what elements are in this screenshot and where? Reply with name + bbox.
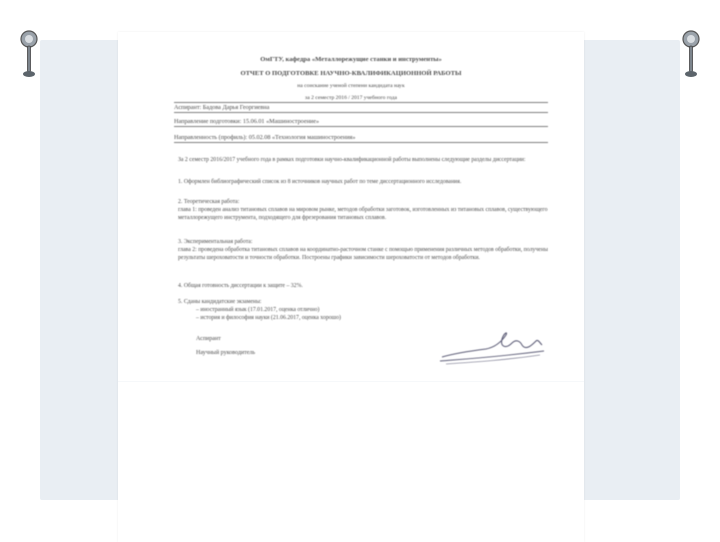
- report-title: ОТЧЕТ О ПОДГОТОВКЕ НАУЧНО-КВАЛИФИКАЦИОННОЙ РАБОТЫ: [240, 70, 462, 77]
- supervisor-signature-label: Научный руководитель: [196, 350, 256, 356]
- item-title: Общая готовность диссертации к защите – 32%.: [183, 283, 303, 289]
- report-period: за 2 семестр 2016 / 2017 учебного года: [305, 95, 397, 101]
- item-title: Оформлен библиографический список из 8 источников научных работ по теме диссертационного исследования.: [183, 179, 462, 185]
- list-item: [178, 298, 548, 322]
- list-item: [178, 282, 548, 290]
- item-number: 3.: [178, 239, 183, 245]
- item-body: глава 2: проведена обработка титановых сплавов на координатно-расточном станке с помощью применения различных методов обработки, получены результаты шероховатости и точности обработки. Построены графики зависимости шероховатости от методов обработки.: [178, 247, 548, 261]
- pushpin-icon: [18, 30, 40, 82]
- handwritten-signature: [436, 327, 548, 367]
- report-subtitle: на соискание ученой степени кандидата наук: [297, 83, 405, 89]
- list-item: [178, 198, 548, 222]
- item-title: Сданы кандидатские экзамены:: [183, 299, 262, 305]
- page-bottom-blank: [118, 382, 584, 542]
- item-body: глава 1: проведен анализ титановых сплавов на мировом рынке, методов обработки заготовок, изготовленных из титановых сплавов, существующего металлорежущего инструмента, подходящего для фрезерования титановых сплавов.: [178, 207, 548, 221]
- field-direction: Направление подготовки: 15.06.01 «Машиностроение»: [174, 118, 548, 127]
- item-title: Теоретическая работа:: [183, 199, 240, 205]
- item-title: Экспериментальная работа:: [183, 239, 253, 245]
- exam-entry: – история и философия науки (21.06.2017, оценка хорошо): [196, 315, 341, 321]
- field-aspirant: Аспирант: Бадова Дарья Георгиевна: [174, 102, 548, 113]
- pushpin-icon: [680, 30, 702, 82]
- intro-paragraph: За 2 семестр 2016/2017 учебного года в рамках подготовки научно-квалификационной работы выполнены следующие разделы диссертации:: [178, 157, 526, 163]
- item-number: 5.: [178, 299, 183, 305]
- list-item: [178, 238, 548, 262]
- field-profile: Направленность (профиль): 05.02.08 «Технология машиностроения»: [174, 134, 548, 143]
- item-number: 4.: [178, 283, 183, 289]
- item-number: 1.: [178, 179, 183, 185]
- institution-heading: ОмГТУ, кафедра «Металлорежущие станки и инструменты»: [260, 56, 442, 63]
- list-item: [178, 178, 548, 186]
- aspirant-signature-label: Аспирант: [196, 336, 221, 342]
- exam-entry: – иностранный язык (17.01.2017, оценка отлично): [196, 307, 320, 313]
- item-number: 2.: [178, 199, 183, 205]
